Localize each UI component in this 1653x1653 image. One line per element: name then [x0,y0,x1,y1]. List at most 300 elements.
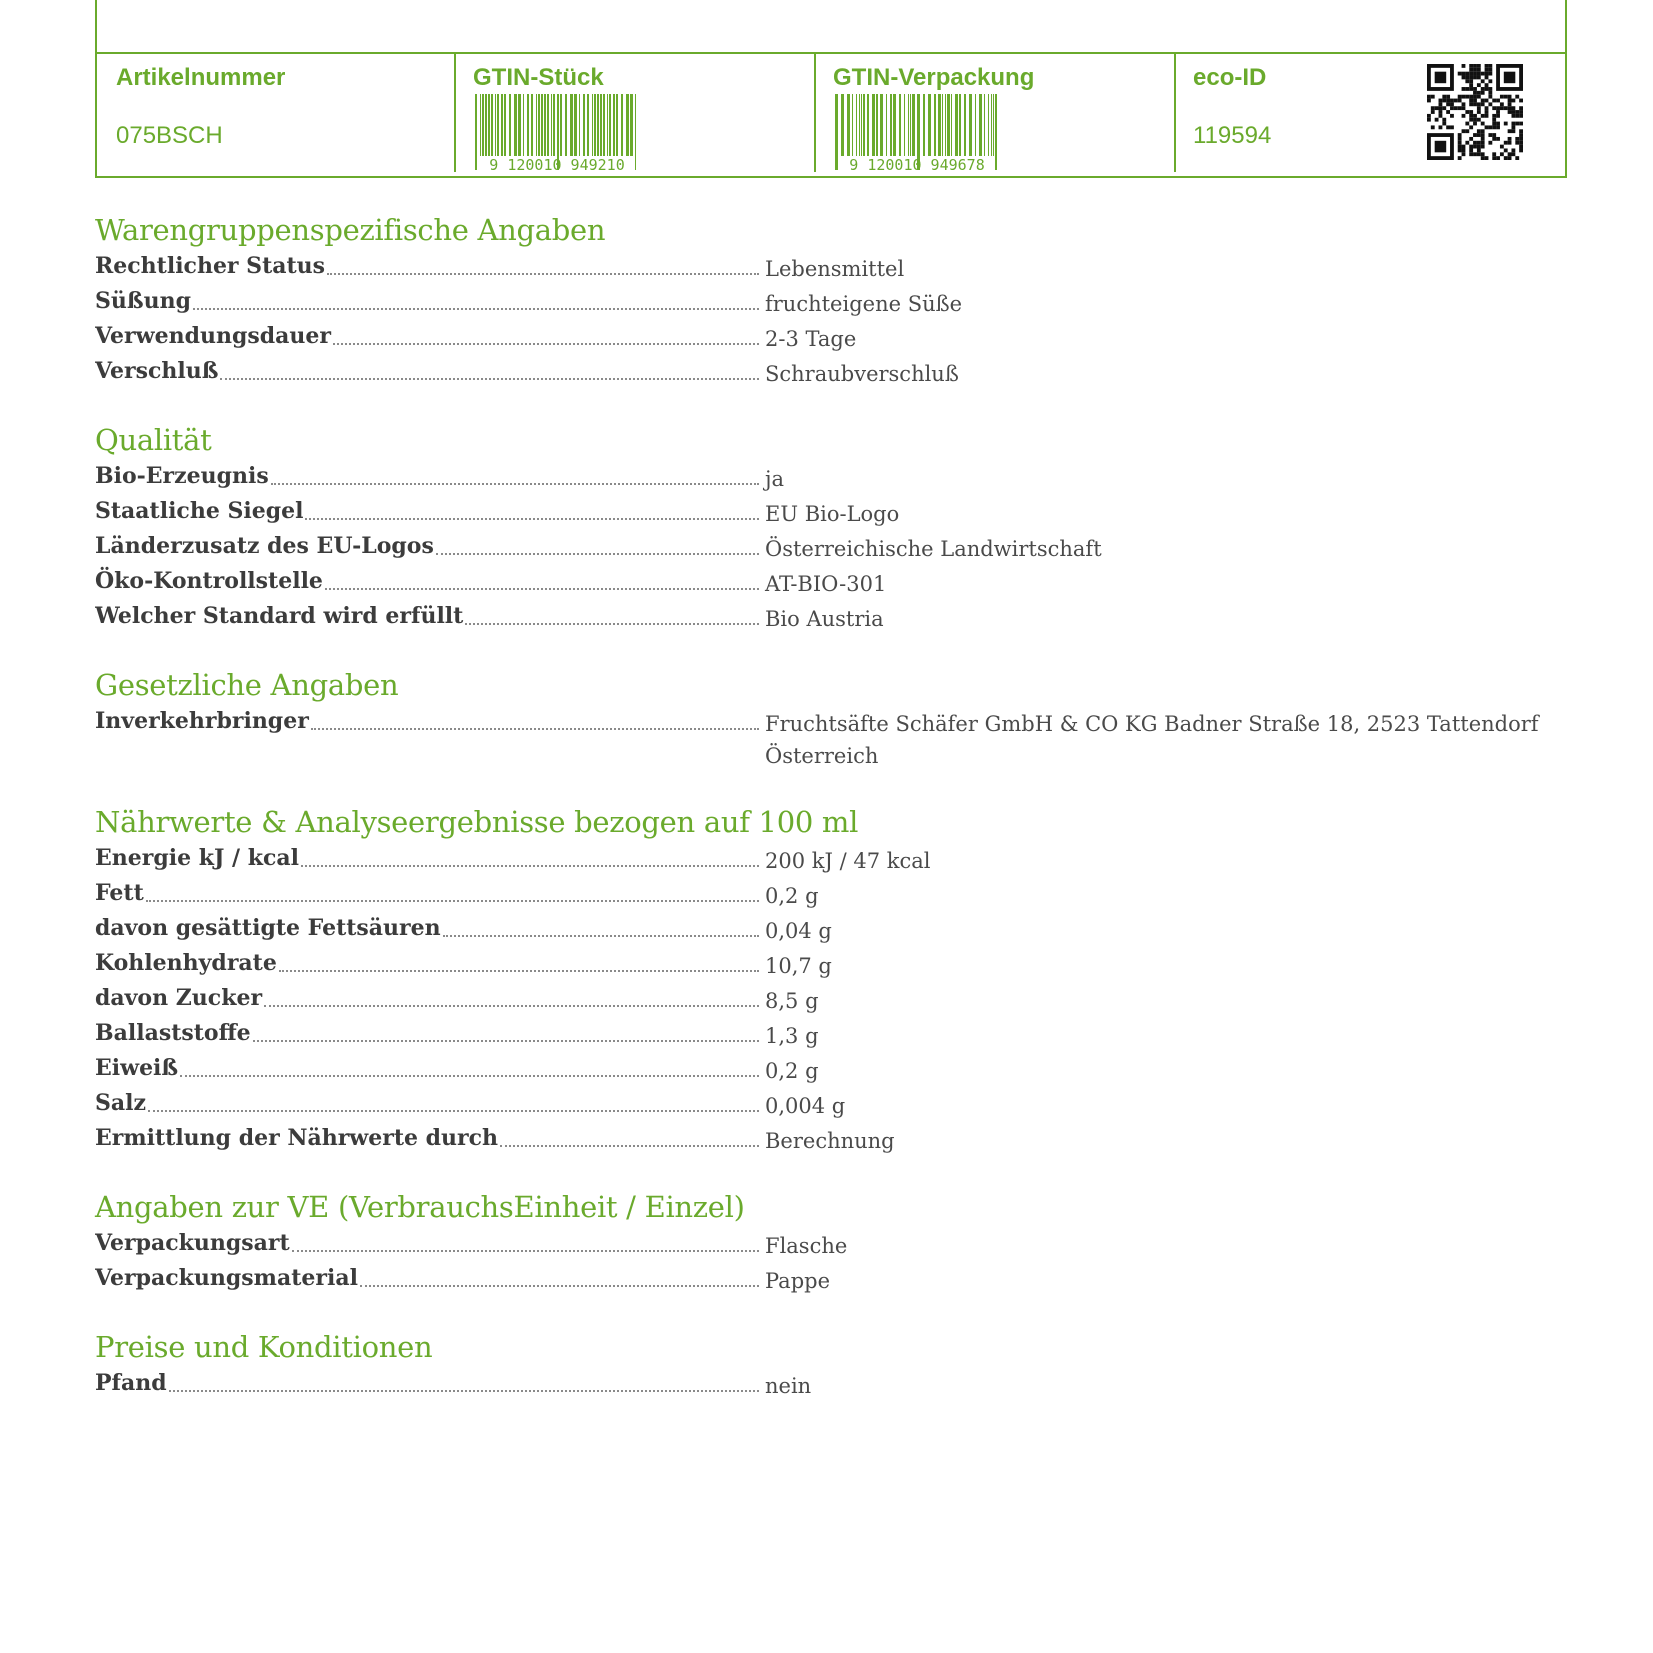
spec-label: Kohlenhydrate [95,950,277,976]
qr-module [1458,72,1462,76]
spec-row [95,912,1565,947]
qr-module [1473,91,1477,95]
barcode-bar [551,94,552,156]
qr-module [1450,106,1454,110]
gtin-verpackung-barcode-icon [833,92,1001,172]
qr-module [1473,64,1477,68]
qr-module [1488,87,1492,91]
qr-module [1462,129,1466,133]
barcode-bar [621,94,623,156]
spec-row [95,705,1565,772]
barcode-bar [995,94,997,170]
qr-module [1469,76,1473,80]
qr-module [1500,102,1504,106]
qr-module [1477,91,1481,95]
spec-row [95,250,1565,285]
barcode-bar [945,94,946,156]
barcode-bar [565,94,567,156]
spec-row [95,285,1565,320]
qr-module [1473,68,1477,72]
qr-module [1431,110,1435,114]
qr-code-icon [1427,64,1523,160]
spec-row [95,842,1565,877]
spec-row [95,320,1565,355]
qr-module [1515,137,1519,141]
qr-module [1465,76,1469,80]
qr-module [1519,129,1523,133]
qr-module [1481,87,1485,91]
qr-module [1477,83,1481,87]
dot-leader [443,935,759,937]
qr-module [1477,68,1481,72]
qr-module [1488,68,1492,72]
spec-label: davon gesättigte Fettsäuren [95,915,441,941]
qr-module [1485,83,1489,87]
qr-module [1477,95,1481,99]
qr-module [1477,133,1481,137]
qr-module [1435,106,1439,110]
spec-value: 0,2 g [765,884,819,908]
barcode-bar [991,94,992,156]
qr-module [1458,148,1462,152]
spec-label-wrap [95,1087,765,1119]
barcode-bar [893,94,896,156]
barcode-bar [928,94,931,156]
barcode-bar [841,94,844,156]
spec-row [95,982,1565,1017]
qr-module [1462,102,1466,106]
qr-module [1481,72,1485,76]
qr-module [1473,141,1477,145]
qr-module [1508,106,1512,110]
qr-module [1515,122,1519,126]
qr-module [1450,125,1454,129]
qr-module [1496,156,1500,160]
qr-module [1481,102,1485,106]
barcode-bar [523,94,524,156]
barcode-bar [536,94,537,156]
barcode-bar [597,94,599,156]
barcode-bar [975,94,976,156]
barcode-bar [560,94,562,156]
barcode-bar [859,94,860,156]
barcode-bar [592,94,593,156]
dot-leader [220,378,759,380]
dot-leader [465,623,759,625]
qr-module [1492,156,1496,160]
qr-module [1458,99,1462,103]
spec-label-wrap [95,285,765,317]
qr-module [1442,118,1446,122]
spec-label: Rechtlicher Status [95,253,326,279]
qr-module [1427,114,1431,118]
spec-label: Länderzusatz des EU-Logos [95,533,434,559]
spec-row [95,877,1565,912]
qr-module [1515,110,1519,114]
dot-leader [500,1145,759,1147]
spec-value: Lebensmittel [765,257,905,281]
qr-module [1469,95,1473,99]
barcode-bar [497,94,499,156]
qr-module [1488,141,1492,145]
qr-module [1485,125,1489,129]
spec-label: Energie kJ / kcal [95,845,300,871]
qr-module [1519,106,1523,110]
spec-label: Pfand [95,1370,167,1396]
section-title: Preise und Konditionen [95,1330,433,1364]
spec-label: Staatliche Siegel [95,498,304,524]
qr-module [1477,145,1481,149]
spec-value: 0,2 g [765,1059,819,1083]
spec-label-wrap [95,1262,765,1294]
spec-label-wrap [95,842,765,874]
qr-module [1431,125,1435,129]
qr-module [1488,91,1492,95]
qr-module [1485,64,1489,68]
qr-module [1515,95,1519,99]
qr-module [1469,64,1473,68]
qr-module [1462,64,1466,68]
qr-module [1481,141,1485,145]
qr-module [1477,72,1481,76]
barcode-bar [835,94,838,170]
qr-module [1427,99,1431,103]
spec-row [95,530,1565,565]
qr-module [1481,129,1485,133]
spec-label-wrap [95,1052,765,1084]
dot-leader [148,1110,759,1112]
qr-module [1454,99,1458,103]
qr-module [1469,102,1473,106]
section [95,802,1565,1157]
dot-leader [327,273,759,275]
spec-row [95,460,1565,495]
qr-module [1462,152,1466,156]
qr-module [1504,106,1508,110]
qr-module [1473,145,1477,149]
qr-module [1439,99,1443,103]
dot-leader [436,553,759,555]
qr-module [1515,114,1519,118]
qr-module [1446,95,1450,99]
barcode-bar [984,94,985,156]
qr-module [1439,114,1443,118]
qr-module [1462,87,1466,91]
qr-module [1511,152,1515,156]
qr-module [1435,72,1447,84]
qr-module [1439,106,1443,110]
qr-module [1519,145,1523,149]
barcode-bar [531,94,533,156]
qr-module [1427,95,1431,99]
barcode-bar [942,94,943,156]
barcode-bar [518,94,521,156]
qr-module [1492,152,1496,156]
qr-module [1469,118,1473,122]
barcode-bar [607,94,608,156]
spec-value: Schraubverschluß [765,362,959,386]
spec-label: Welcher Standard wird erfüllt [95,603,464,629]
barcode-digits: 9 120010 949210 [489,156,625,172]
qr-module [1462,145,1466,149]
spec-label: Verpackungsmaterial [95,1265,358,1291]
barcode-bar [509,94,511,156]
cell-eco-id [1174,54,1565,172]
spec-label-wrap [95,947,765,979]
qr-module [1504,141,1508,145]
qr-module [1519,141,1523,145]
spec-value: ja [765,467,785,491]
spec-value: Bio Austria [765,607,884,631]
gtin-stueck-barcode-icon [473,92,641,172]
barcode-bar [480,94,481,156]
qr-module [1473,118,1477,122]
qr-module [1458,133,1462,137]
qr-module [1477,110,1481,114]
qr-module [1492,125,1496,129]
barcode-bar [856,94,857,156]
qr-module [1508,137,1512,141]
qr-module [1446,110,1450,114]
spec-label-wrap [95,355,765,387]
qr-module [1469,137,1473,141]
qr-module [1469,83,1473,87]
qr-module [1454,106,1458,110]
qr-module [1511,129,1515,133]
qr-module [1511,99,1515,103]
qr-module [1496,114,1500,118]
qr-module [1485,99,1489,103]
spec-value: nein [765,1374,812,1398]
dot-leader [193,308,759,310]
section-title: Qualität [95,423,212,457]
qr-module [1477,141,1481,145]
spec-label-wrap [95,1227,765,1259]
qr-module [1469,148,1473,152]
qr-module [1473,95,1477,99]
qr-module [1496,106,1500,110]
dot-leader [169,1390,759,1392]
spec-value: EU Bio-Logo [765,502,900,526]
qr-module [1442,122,1446,126]
qr-module [1504,122,1508,126]
barcode-bar [934,94,936,156]
spec-label-wrap [95,982,765,1014]
qr-module [1458,141,1462,145]
spec-row [95,1262,1565,1297]
barcode-bar [491,94,493,156]
barcode-bar [951,94,952,156]
qr-module [1511,106,1515,110]
qr-module [1496,122,1500,126]
qr-module [1504,95,1508,99]
spec-label-wrap [95,912,765,944]
qr-module [1496,137,1500,141]
qr-module [1473,99,1477,103]
spec-label: Eiweiß [95,1055,179,1081]
barcode-bar [988,94,989,156]
barcode-bar [547,94,549,156]
spec-value: fruchteigene Süße [765,292,963,316]
barcode-bar [993,94,994,156]
barcode-bar [553,94,555,156]
qr-module [1508,156,1512,160]
barcode-bar [969,94,972,156]
section-title: Warengruppenspezifische Angaben [95,213,606,247]
qr-module [1435,118,1439,122]
qr-module [1469,87,1473,91]
qr-module [1488,125,1492,129]
barcode-bar [630,94,633,156]
barcode-bar [495,94,496,156]
dot-leader [292,1250,759,1252]
qr-module [1511,122,1515,126]
qr-module [1458,106,1462,110]
barcode-bar [908,94,909,156]
artikelnummer-label: Artikelnummer [116,64,286,91]
qr-module [1431,106,1435,110]
section [95,210,1565,390]
qr-module [1469,72,1473,76]
qr-module [1519,133,1523,137]
spec-label-wrap [95,600,765,632]
qr-module [1492,106,1496,110]
qr-module [1477,106,1481,110]
spec-value: 0,04 g [765,919,832,943]
qr-module [1504,148,1508,152]
qr-module [1442,106,1446,110]
qr-module [1469,145,1473,149]
qr-module [1465,87,1469,91]
section-title: Nährwerte & Analyseergebnisse bezogen auf 100 ml [95,805,859,839]
barcode-bar [485,94,487,156]
qr-module [1492,114,1496,118]
spec-label-wrap [95,320,765,352]
barcode-bar [959,94,961,156]
dot-leader [180,1075,759,1077]
cell-gtin-verpackung [814,54,1176,172]
spec-value: 0,004 g [765,1094,846,1118]
barcode-bar [876,94,878,156]
qr-module [1473,87,1477,91]
qr-module [1477,64,1481,68]
qr-module [1488,102,1492,106]
qr-module [1469,152,1473,156]
spec-row [95,1367,1565,1402]
qr-module [1481,99,1485,103]
spec-label: Süßung [95,288,191,314]
qr-module [1511,114,1515,118]
dot-leader [271,483,759,485]
product-spec-content [95,210,1565,1432]
qr-module [1446,102,1450,106]
spec-label-wrap [95,1367,765,1399]
qr-module [1508,141,1512,145]
qr-module [1477,76,1481,80]
spec-row [95,947,1565,982]
qr-module [1465,95,1469,99]
qr-module [1481,137,1485,141]
qr-module [1511,110,1515,114]
barcode-bar [541,94,543,156]
barcode-bar [609,94,611,156]
barcode-bar [847,94,850,156]
qr-module [1492,122,1496,126]
qr-module [1481,156,1485,160]
gtin-stueck-label: GTIN-Stück [473,64,604,91]
spec-label: davon Zucker [95,985,263,1011]
qr-module [1450,102,1454,106]
qr-module [1500,106,1504,110]
qr-module [1492,137,1496,141]
barcode-bar [890,94,892,156]
qr-module [1481,114,1485,118]
qr-module [1435,141,1447,153]
qr-module [1485,68,1489,72]
spec-label-wrap [95,460,765,492]
spec-label-wrap [95,530,765,562]
qr-module [1462,76,1466,80]
barcode-bar [635,94,636,170]
qr-module [1431,95,1435,99]
qr-module [1465,141,1469,145]
spec-value: AT-BIO-301 [765,572,887,596]
qr-module [1519,99,1523,103]
barcode-bar [587,94,589,156]
qr-module [1508,95,1512,99]
spec-row [95,495,1565,530]
dot-leader [253,1040,759,1042]
qr-module [1473,102,1477,106]
qr-module [1488,79,1492,83]
spec-value: 10,7 g [765,954,832,978]
barcode-bar [861,94,862,156]
section [95,1187,1565,1297]
qr-module [1485,110,1489,114]
qr-module [1469,125,1473,129]
identifier-row [97,52,1565,180]
artikelnummer-value: 075BSCH [116,122,223,149]
qr-module [1519,148,1523,152]
qr-module [1458,137,1462,141]
qr-module [1462,95,1466,99]
qr-module [1488,95,1492,99]
qr-module [1458,95,1462,99]
barcode-bar [600,94,602,156]
spec-label: Salz [95,1090,146,1116]
qr-module [1477,148,1481,152]
barcode-bar [570,94,573,156]
qr-module [1469,114,1473,118]
cell-artikelnummer [97,54,456,172]
qr-module [1488,133,1492,137]
qr-module [1500,95,1504,99]
barcode-bar [852,94,853,156]
qr-module [1508,102,1512,106]
qr-module [1519,137,1523,141]
spec-value: 2-3 Tage [765,327,857,351]
spec-value: Pappe [765,1269,831,1293]
barcode-bar [514,94,517,156]
qr-module [1462,148,1466,152]
spec-label: Ballaststoffe [95,1020,251,1046]
qr-module [1469,68,1473,72]
qr-module [1496,125,1500,129]
spec-value: 200 kJ / 47 kcal [765,849,931,873]
spec-row [95,1227,1565,1262]
qr-module [1477,102,1481,106]
qr-module [1508,110,1512,114]
